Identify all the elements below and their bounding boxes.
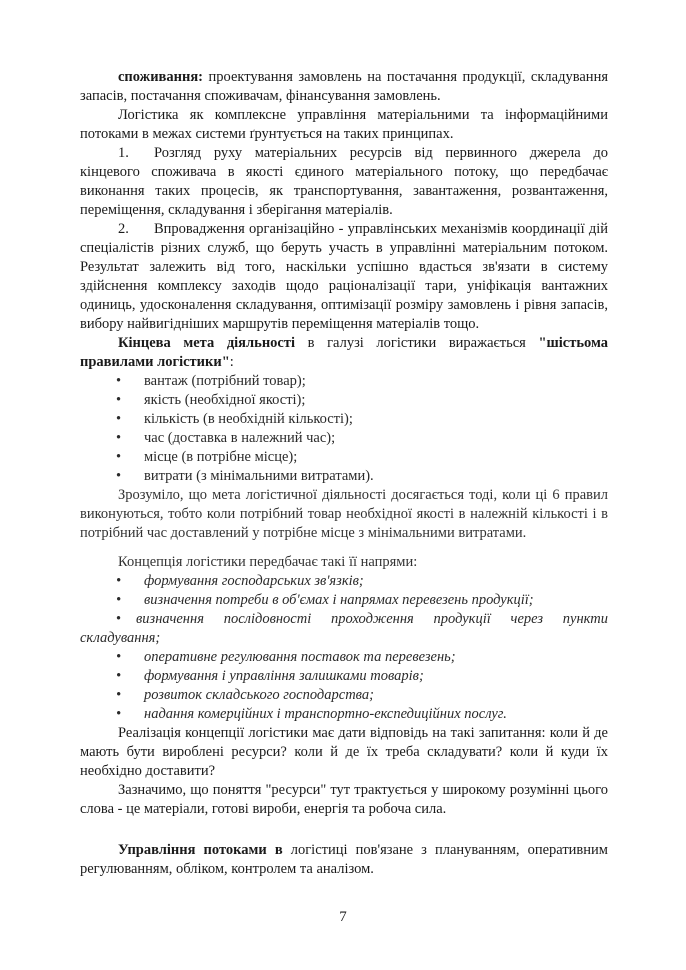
principle-1-number: 1. [118, 145, 129, 161]
paragraph-resources: Зазначимо, що поняття "ресурси" тут трактується у широкому розумінні цього слова - це матеріали, готові вироби, енергія та робоча сила. [80, 782, 608, 817]
list-item: • визначення потреби в об'ємах і напрямах перевезень продукції; [116, 591, 608, 610]
list-item: • місце (в потрібне місце); [116, 448, 608, 467]
principle-2-text: Впровадження організаційно - управлінських механізмів координації дій спеціалістів різних служб, що беруть участь в управлінні матеріальним потоком. Результат залежить від того, наскільки успішно вдасться зв'язати в систему здійснення комплексу заходів щодо раціоналізації тари, уніфікація вантажних одиниць, удосконалення складування, оптимізації розміру замовлень і рівня запасів, вибору найвигідніших маршрутів переміщення матеріалів тощо. [80, 221, 608, 332]
directions-list-b [80, 648, 608, 724]
list-item: • розвиток складського господарства; [116, 686, 608, 705]
list-item: • вантаж (потрібний товар); [116, 372, 608, 391]
paragraph-principles: Логістика як комплексне управління матеріальними та інформаційними потоками в межах системи ґрунтується на таких принципах. [80, 107, 608, 142]
principle-2-number: 2. [118, 221, 129, 237]
directions-list-a [80, 572, 608, 610]
principle-2 [80, 220, 608, 334]
goal-text: в галузі логістики виражається [295, 335, 539, 351]
list-item: • оперативне регулювання поставок та перевезень; [116, 648, 608, 667]
list-item: • час (доставка в належний час); [116, 429, 608, 448]
direction-wrap-item [80, 610, 608, 648]
list-item: • якість (необхідної якості); [116, 391, 608, 410]
list-item: • формування господарських зв'язків; [116, 572, 608, 591]
goal-colon: : [229, 354, 234, 370]
paragraph-concept: Концепція логістики передбачає такі її напрями: [118, 554, 418, 570]
paragraph-realization: Реалізація концепції логістики має дати відповідь на такі запитання: коли й де мають бути вироблені ресурси? коли й де їх треба складувати? коли й куди їх необхідно доставити? [80, 725, 608, 779]
bullet-glyph: • [116, 611, 122, 627]
term-flows: Управління потоками в [118, 842, 283, 858]
term-consumption: споживання: [118, 69, 204, 85]
term-goal: Кінцева мета діяльності [118, 335, 296, 351]
paragraph-flows [80, 841, 608, 879]
list-item: • кількість (в необхідній кількості); [116, 410, 608, 429]
page-number: 7 [339, 909, 347, 925]
principle-1 [80, 144, 608, 220]
direction-wrap-text: визначення послідовності проходження продукції через пункти складування; [80, 611, 608, 646]
principle-1-text: Розгляд руху матеріальних ресурсів від первинного джерела до кінцевого споживача в якості єдиного матеріального потоку, що передбачає виконання таких процесів, як транспортування, завантаження, розвантаження, переміщення, складування і зберігання матеріалів. [80, 145, 608, 218]
consumption-text: проектування замовлень на постачання продукції, складування запасів, постачання споживачам, фінансування замовлень. [80, 69, 608, 104]
list-item: • формування і управління залишками товарів; [116, 667, 608, 686]
spacer [80, 543, 608, 553]
term-six-rules: "шістьома правилами логістики" [80, 335, 608, 370]
rules-list [80, 372, 608, 486]
paragraph-consumption [80, 68, 608, 106]
list-item: • надання комерційних і транспортно-експедиційних послуг. [116, 705, 608, 724]
spacer [80, 819, 608, 841]
paragraph-goal [80, 334, 608, 372]
flows-text: логістиці пов'язане з плануванням, оперативним регулюванням, обліком, контролем та аналізом. [80, 842, 608, 877]
page-content [80, 68, 608, 879]
list-item: • витрати (з мінімальними витратами). [116, 467, 608, 486]
paragraph-understood: Зрозуміло, що мета логістичної діяльності досягається тоді, коли ці 6 правил виконуються, тобто коли потрібний товар необхідної якості в належній кількості і в потрібний час доставлений у потрібне місце з мінімальними витратами. [80, 487, 608, 541]
